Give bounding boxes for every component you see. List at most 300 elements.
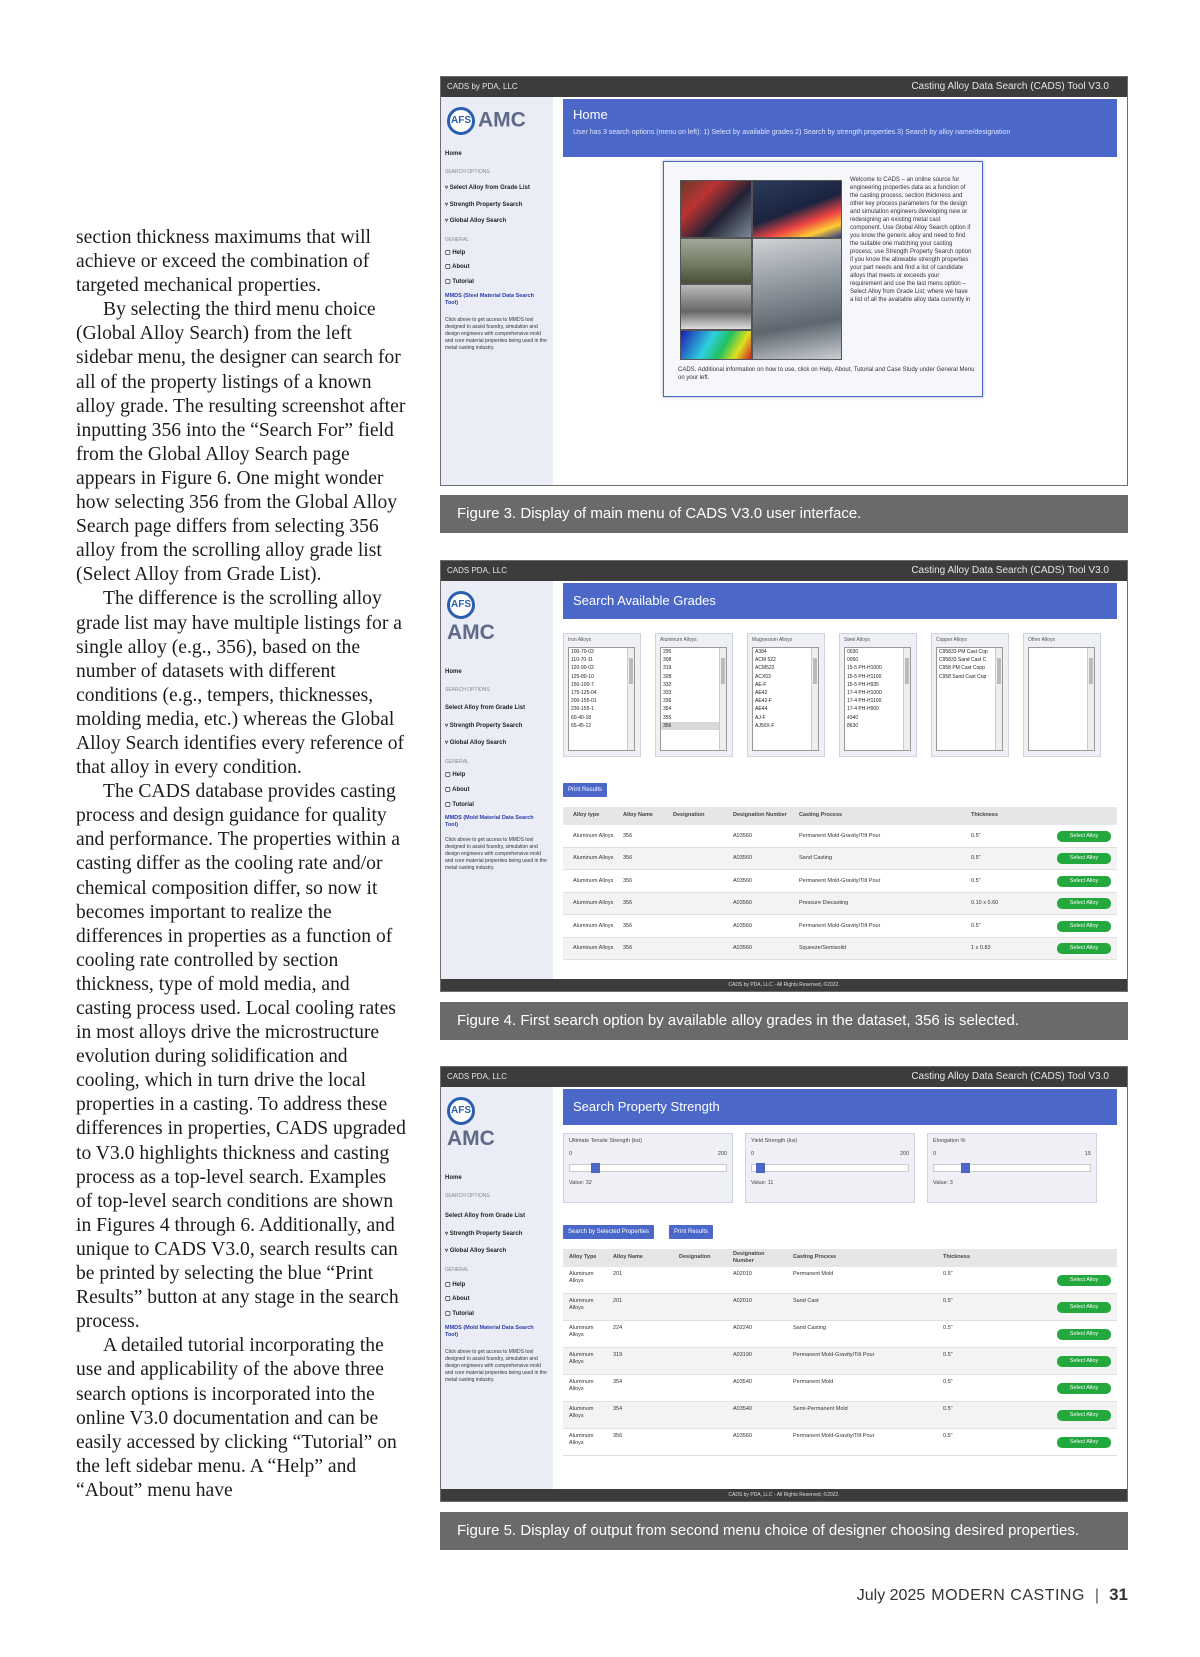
alloy-listbox[interactable] xyxy=(660,647,727,751)
table-cell: Permanent Mold-Gravity/Tilt Pour xyxy=(793,1352,875,1358)
column-header: Thickness xyxy=(943,1254,970,1260)
table-cell: 356 xyxy=(623,855,633,862)
table-cell: 354 xyxy=(613,1406,623,1412)
table-cell: A03540 xyxy=(733,1379,752,1385)
alloy-list-title: Iron Alloys xyxy=(568,637,592,643)
slider-value: Value: 32 xyxy=(569,1180,592,1186)
table-cell: Semi-Permanent Mold xyxy=(793,1406,848,1412)
column-header: Alloy Name xyxy=(613,1254,643,1260)
table-row xyxy=(563,1294,1117,1321)
table-cell: 0.10 x 0.60 xyxy=(971,900,999,907)
alloy-list-option[interactable]: 230-155-1 xyxy=(571,706,594,713)
column-header: Thickness xyxy=(971,812,998,818)
sidebar-label: Strength Property Search xyxy=(449,1231,523,1237)
table-row xyxy=(563,893,1117,916)
alloy-listbox[interactable] xyxy=(936,647,1003,751)
strength-slider xyxy=(745,1133,915,1203)
alloy-list-option[interactable]: 65-45-12 xyxy=(571,722,592,729)
topbar-app-title: Casting Alloy Data Search (CADS) Tool V3.0 xyxy=(911,565,1109,576)
alloy-list-box xyxy=(747,633,825,757)
sidebar-label: Strength Property Search xyxy=(449,723,523,729)
select-alloy-button[interactable]: Select Alloy xyxy=(1057,1410,1111,1421)
results-table xyxy=(563,807,1117,977)
alloy-listbox[interactable] xyxy=(844,647,911,751)
slider-min: 0 xyxy=(569,1151,573,1157)
table-cell: 0.5" xyxy=(943,1379,953,1385)
sidebar-item-help[interactable]: ▢ Help xyxy=(445,772,466,778)
sidebar-item-strength[interactable]: ▿ Strength Property Search xyxy=(445,202,523,208)
sidebar-group-general: GENERAL xyxy=(445,237,469,243)
alloy-list-option[interactable]: 355 xyxy=(663,714,672,721)
scrollbar[interactable] xyxy=(1087,648,1094,750)
table-cell: A02010 xyxy=(733,1298,752,1304)
banner-title: Search Property Strength xyxy=(573,1099,720,1114)
alloy-list-option[interactable]: 200-155-01 xyxy=(571,698,597,705)
sidebar-item-about[interactable]: ▢ About xyxy=(445,787,470,793)
paragraph-4: The CADS database provides casting process and design guidance for quality and performance. The properties within a casting differ as the cooling rate and/or chemical composition differ, so now it becomes important to realize the differences in properties as a function of cooling rate controlled by section thickness, type of mold media, and casting process used. Local cooling rates in most alloys drive the microstructure evolution during solidification and cooling, which in turn drive the local properties in a casting. To address these differences in properties, CADS upgraded to V3.0 highlights thickness and casting process as a top-level search. Examples of top-level search conditions are shown in Figures 4 through 6. Additionally, and unique to CADS V3.0, search results can be printed by selecting the blue “Print Results” button at any stage in the search process. xyxy=(76,781,406,1333)
alloy-listbox[interactable] xyxy=(568,647,635,751)
column-header: Designation Number xyxy=(733,812,787,818)
sidebar-item-about[interactable]: ▢ About xyxy=(445,1296,470,1302)
afs-amc-logo xyxy=(447,107,526,135)
select-alloy-button[interactable]: Select Alloy xyxy=(1057,1383,1111,1394)
casting-photo-1 xyxy=(680,180,752,238)
alloy-list-option[interactable]: 333 xyxy=(663,690,672,697)
table-cell: A03540 xyxy=(733,1406,752,1412)
table-cell: Aluminum Alloys xyxy=(573,855,614,862)
paragraph-5: A detailed tutorial incorporating the use and applicability of the above three search options is incorporated into the online V3.0 documentation and can be easily accessed by clicking “Tutorial” on the left sidebar menu. A “Help” and “About” menu have xyxy=(76,1335,397,1501)
table-row xyxy=(563,1321,1117,1348)
table-cell: 0.5" xyxy=(943,1298,953,1304)
alloy-list-option[interactable]: 120-90-02 xyxy=(571,665,594,672)
alloy-list-option[interactable]: 319 xyxy=(663,665,672,672)
alloy-list-option[interactable]: C958 PM Cast Copp xyxy=(939,665,985,672)
select-alloy-button[interactable]: Select Alloy xyxy=(1057,921,1111,932)
table-cell: 0.5" xyxy=(943,1433,953,1439)
table-row xyxy=(563,825,1117,848)
sidebar-group-general: GENERAL xyxy=(445,1267,469,1273)
alloy-list-option[interactable]: 15-5 PH-H1000 xyxy=(847,665,882,672)
select-alloy-button[interactable]: Select Alloy xyxy=(1057,831,1111,842)
sidebar-group-search: SEARCH OPTIONS xyxy=(445,1193,490,1199)
select-alloy-button[interactable]: Select Alloy xyxy=(1057,1275,1111,1286)
sidebar-mmds-link[interactable]: MMDS (Mold Material Data Search Tool) xyxy=(445,815,534,828)
banner-title: Search Available Grades xyxy=(573,593,716,608)
scrollbar[interactable] xyxy=(995,648,1002,750)
select-alloy-button[interactable]: Select Alloy xyxy=(1057,1302,1111,1313)
scrollbar-thumb[interactable] xyxy=(1089,658,1093,684)
table-cell: A02010 xyxy=(733,1271,752,1277)
sidebar-item-tutorial[interactable]: ▢ Tutorial xyxy=(445,279,474,285)
page-number: 31 xyxy=(1109,1585,1128,1604)
slider-max: 15 xyxy=(1084,1151,1091,1157)
alloy-list-option[interactable]: 0050 xyxy=(847,657,859,664)
alloy-list-box xyxy=(839,633,917,757)
sidebar-mmds-link[interactable]: MMDS (Mold Material Data Search Tool) xyxy=(445,1325,534,1338)
table-cell: 356 xyxy=(623,900,633,907)
sidebar-group-search: SEARCH OPTIONS xyxy=(445,169,490,175)
column-header: Casting Process xyxy=(799,812,843,818)
figure-3-screenshot xyxy=(440,76,1128,486)
sidebar-label: About xyxy=(452,787,470,793)
sidebar-item-help[interactable]: ▢ Help xyxy=(445,250,466,256)
sidebar-item-home[interactable]: Home xyxy=(445,1175,462,1181)
topbar-company: CADS PDA, LLC xyxy=(447,566,508,575)
alloy-list-option[interactable]: 336 xyxy=(663,698,672,705)
table-row xyxy=(563,1402,1117,1429)
column-header: Designation xyxy=(679,1254,711,1260)
alloy-list-option[interactable]: C958 Sand Cast Cop xyxy=(939,673,987,680)
table-cell: 201 xyxy=(613,1271,623,1277)
app-main xyxy=(553,1087,1127,1501)
table-cell: Aluminum Alloys xyxy=(569,1379,594,1392)
select-alloy-button[interactable]: Select Alloy xyxy=(1057,898,1111,909)
home-banner xyxy=(563,99,1117,157)
slider-value: Value: 11 xyxy=(751,1180,774,1186)
alloy-list-option[interactable]: 125-80-10 xyxy=(571,673,594,680)
app-main xyxy=(553,581,1127,991)
slider-value: Value: 3 xyxy=(933,1180,953,1186)
slider-track[interactable] xyxy=(751,1164,909,1172)
alloy-list-option[interactable]: AJ50X-F xyxy=(755,722,775,729)
column-header: Designation Number xyxy=(733,1251,765,1264)
footer-separator: | xyxy=(1094,1587,1100,1604)
alloy-list-box xyxy=(655,633,733,757)
alloy-listbox[interactable] xyxy=(752,647,819,751)
alloy-list-option[interactable]: 295 xyxy=(663,649,672,655)
sidebar-label: Help xyxy=(452,1282,466,1288)
table-cell: 0.5" xyxy=(943,1352,953,1358)
sidebar-item-strength[interactable]: ▿ Strength Property Search xyxy=(445,723,523,729)
table-header xyxy=(563,1249,1117,1267)
afs-amc-logo xyxy=(447,1097,495,1151)
table-cell: 0.5" xyxy=(943,1271,953,1277)
page-footer xyxy=(857,1585,1128,1605)
column-header: Alloy Name xyxy=(623,812,653,818)
table-cell: A03560 xyxy=(733,945,752,952)
table-row xyxy=(563,938,1117,961)
sidebar-label: About xyxy=(452,1296,470,1302)
column-header: Designation xyxy=(673,812,705,818)
scrollbar[interactable] xyxy=(903,648,910,750)
table-cell: Permanent Mold xyxy=(793,1379,834,1385)
table-cell: A03560 xyxy=(733,877,752,884)
table-cell: A03560 xyxy=(733,900,752,907)
slider-title: Yield Strength (ksi) xyxy=(751,1138,798,1144)
strength-banner xyxy=(563,1089,1117,1125)
alloy-list-option[interactable]: AE-F xyxy=(755,681,767,688)
alloy-list-option[interactable]: 8630 xyxy=(847,722,859,729)
table-cell: A02240 xyxy=(733,1325,752,1331)
table-cell: 356 xyxy=(613,1433,623,1439)
select-alloy-button[interactable]: Select Alloy xyxy=(1057,1437,1111,1448)
app-footer: CADS by PDA, LLC - All Rights Reserved, ©2022. xyxy=(441,979,1127,991)
sidebar-label: Global Alloy Search xyxy=(449,740,507,746)
afs-logo-icon: AFS xyxy=(447,107,475,135)
slider-min: 0 xyxy=(933,1151,937,1157)
alloy-list-title: Aluminum Alloys xyxy=(660,637,697,643)
print-results-button[interactable]: Print Results xyxy=(563,783,607,797)
alloy-list-option[interactable]: 332 xyxy=(663,681,672,688)
scrollbar-thumb[interactable] xyxy=(721,658,725,684)
sidebar-item-tutorial[interactable]: ▢ Tutorial xyxy=(445,1311,474,1317)
sidebar-item-global[interactable]: ▿ Global Alloy Search xyxy=(445,740,507,746)
app-topbar xyxy=(441,1067,1127,1087)
table-cell: Permanent Mold-Gravity/Tilt Pour xyxy=(799,832,881,839)
table-cell: Sand Casting xyxy=(799,855,833,862)
welcome-text: Welcome to CADS – an online source for engineering properties data as a function of the casting process, section thickness and other key process parameters for the design and simulation engineers developing new or redesigning an existing metal cast component. Use Global Alloy Search option if you know the generic alloy and need to find the suitable one matching your casting process; use Strength Property Search option if you know the allowable strength properties your part needs and find a list of candidate alloys that meets or exceeds your requirement and use the last menu option – Select Alloy from Grade List; where we have a list of all the available alloy data currently in xyxy=(850,177,972,303)
sidebar-item-grade-list[interactable]: Select Alloy from Grade List xyxy=(445,1213,526,1219)
sidebar-item-tutorial[interactable]: ▢ Tutorial xyxy=(445,802,474,808)
alloy-list-option[interactable]: ACX53 xyxy=(755,673,771,680)
amc-logo-text: AMC xyxy=(447,621,495,644)
table-cell: 0.5" xyxy=(971,832,981,839)
table-row xyxy=(563,1375,1117,1402)
sidebar-item-home[interactable]: Home xyxy=(445,669,462,675)
table-cell: 0.5" xyxy=(943,1325,953,1331)
table-cell: 224 xyxy=(613,1325,623,1331)
sidebar-mmds-desc: Click above to get access to MMDS tool designed to assist foundry, simulation and design engineers with comprehensive mold and core material properties being used in the metal casting industry. xyxy=(445,317,547,351)
select-alloy-button[interactable]: Select Alloy xyxy=(1057,943,1111,954)
table-row xyxy=(563,915,1117,938)
table-header xyxy=(563,807,1117,825)
afs-logo-icon: AFS xyxy=(447,591,475,619)
alloy-list-option[interactable]: 100-70-03 xyxy=(571,649,594,655)
grades-banner xyxy=(563,583,1117,619)
alloy-list-title: Copper Alloys xyxy=(936,637,967,643)
alloy-list-option[interactable]: 328 xyxy=(663,673,672,680)
alloy-list-option[interactable]: 308 xyxy=(663,657,672,664)
table-cell: 1 x 0.83 xyxy=(971,945,991,952)
table-cell: 0.5" xyxy=(971,922,981,929)
table-cell: 356 xyxy=(623,832,633,839)
scrollbar[interactable] xyxy=(719,648,726,750)
strength-slider xyxy=(927,1133,1097,1203)
alloy-list-option[interactable]: 17-4 PH-H1100 xyxy=(847,698,882,705)
afs-logo-icon: AFS xyxy=(447,1097,475,1125)
sidebar-item-about[interactable]: ▢ About xyxy=(445,264,470,270)
alloy-list-option[interactable]: ACM 522 xyxy=(755,657,776,664)
table-cell: Aluminum Alloys xyxy=(569,1352,594,1365)
sidebar-item-strength[interactable]: ▿ Strength Property Search xyxy=(445,1231,523,1237)
table-cell: Aluminum Alloys xyxy=(573,877,614,884)
sidebar-mmds-desc: Click above to get access to MMDS tool designed to assist foundry, simulation and design engineers with comprehensive mold and core material properties being used in the metal casting industry. xyxy=(445,837,547,871)
app-sidebar xyxy=(441,1087,553,1501)
welcome-card xyxy=(663,161,983,397)
machine-photo xyxy=(680,284,752,330)
alloy-list-title: Other Alloys xyxy=(1028,637,1055,643)
sidebar-label: About xyxy=(452,264,470,270)
alloy-list-option[interactable]: 110-70-11 xyxy=(571,657,594,664)
topbar-company: CADS by PDA, LLC xyxy=(447,82,518,91)
alloy-list-option[interactable]: 17-4 PH-H900 xyxy=(847,706,879,713)
table-row xyxy=(563,848,1117,871)
slider-max: 200 xyxy=(899,1151,909,1157)
select-alloy-button[interactable]: Select Alloy xyxy=(1057,853,1111,864)
alloy-list-option[interactable]: 354 xyxy=(663,706,672,713)
amc-logo-text: AMC xyxy=(478,108,526,132)
slider-handle[interactable] xyxy=(961,1163,970,1173)
table-cell: Aluminum Alloys xyxy=(573,945,614,952)
table-cell: 356 xyxy=(623,877,633,884)
sidebar-mmds-desc: Click above to get access to MMDS tool designed to assist foundry, simulation and design engineers with comprehensive mold and core material properties being used in the metal casting industry. xyxy=(445,1349,547,1383)
table-cell: A03190 xyxy=(733,1352,752,1358)
sidebar-mmds-link[interactable]: MMDS (Steel Material Data Search Tool) xyxy=(445,293,534,306)
table-cell: Aluminum Alloys xyxy=(573,832,614,839)
table-cell: 356 xyxy=(623,922,633,929)
alloy-list-option[interactable]: AE42-F xyxy=(755,698,772,705)
table-cell: Sand Cast xyxy=(793,1298,819,1304)
slider-track[interactable] xyxy=(933,1164,1091,1172)
table-row xyxy=(563,1348,1117,1375)
banner-title: Home xyxy=(573,107,608,122)
issue-date: July 2025 xyxy=(856,1587,926,1604)
large-casting-photo xyxy=(752,238,842,360)
select-alloy-button[interactable]: Select Alloy xyxy=(1057,1356,1111,1367)
app-topbar xyxy=(441,561,1127,581)
sidebar-item-help[interactable]: ▢ Help xyxy=(445,1282,466,1288)
figure-4-screenshot xyxy=(440,560,1128,992)
search-by-properties-button[interactable]: Search by Selected Properties xyxy=(563,1225,654,1239)
sidebar-item-grade-list[interactable]: ▿ Select Alloy from Grade List xyxy=(445,185,530,191)
sidebar-label: Tutorial xyxy=(452,1311,474,1317)
slider-title: Ultimate Tensile Strength (ksi) xyxy=(569,1138,642,1144)
banner-subtitle: User has 3 search options (menu on left): 1) Select by available grades 2) Search by strength properties 3) Search by alloy name/designation xyxy=(573,129,1011,136)
scrollbar-thumb[interactable] xyxy=(997,658,1001,684)
table-cell: 0.5" xyxy=(971,877,981,884)
select-alloy-button[interactable]: Select Alloy xyxy=(1057,1329,1111,1340)
sidebar-item-global[interactable]: ▿ Global Alloy Search xyxy=(445,1248,507,1254)
topbar-company: CADS PDA, LLC xyxy=(447,1072,508,1081)
sidebar-label: Strength Property Search xyxy=(449,202,523,208)
table-cell: Aluminum Alloys xyxy=(573,900,614,907)
column-header: Alloy Type xyxy=(569,1254,597,1260)
table-cell: 0.5" xyxy=(943,1406,953,1412)
table-row xyxy=(563,1267,1117,1294)
sidebar-item-home[interactable]: Home xyxy=(445,151,462,157)
table-cell: A03560 xyxy=(733,922,752,929)
table-cell: Permanent Mold xyxy=(793,1271,834,1277)
figure-5 xyxy=(440,1066,1128,1551)
topbar-app-title: Casting Alloy Data Search (CADS) Tool V3.0 xyxy=(911,1071,1109,1082)
table-cell: Aluminum Alloys xyxy=(569,1325,594,1338)
alloy-list-option[interactable]: 150-100-7 xyxy=(571,681,594,688)
sidebar-label: Help xyxy=(452,250,466,256)
app-main xyxy=(553,97,1127,485)
alloy-list-option[interactable]: 4340 xyxy=(847,714,859,721)
sidebar-label: Select Alloy from Grade List xyxy=(449,185,530,191)
table-cell: Pressure Diecasting xyxy=(799,900,849,907)
article-body xyxy=(76,226,406,1503)
topbar-app-title: Casting Alloy Data Search (CADS) Tool V3.0 xyxy=(911,81,1109,92)
table-cell: 319 xyxy=(613,1352,623,1358)
alloy-list-option[interactable]: 17-4 PH-H1000 xyxy=(847,690,882,697)
scrollbar[interactable] xyxy=(627,648,634,750)
alloy-list-option[interactable]: A384 xyxy=(755,649,767,655)
alloy-list-option[interactable]: 175-125-04 xyxy=(571,690,597,697)
magazine-name: MODERN CASTING xyxy=(931,1587,1085,1604)
alloy-list-option[interactable]: AE44 xyxy=(755,706,768,713)
app-topbar xyxy=(441,77,1127,97)
alloy-listbox[interactable] xyxy=(1028,647,1095,751)
alloy-list-option[interactable]: 356 xyxy=(661,722,726,730)
table-cell: Squeeze/Semisolid xyxy=(799,945,847,952)
slider-title: Elongation % xyxy=(933,1138,966,1144)
slider-handle[interactable] xyxy=(756,1163,765,1173)
sidebar-group-search: SEARCH OPTIONS xyxy=(445,687,490,693)
scrollbar-thumb[interactable] xyxy=(813,658,817,684)
sidebar-label: Tutorial xyxy=(452,279,474,285)
table-row xyxy=(563,1429,1117,1456)
table-cell: Permanent Mold-Gravity/Tilt Pour xyxy=(793,1433,875,1439)
figure-5-screenshot xyxy=(440,1066,1128,1502)
paragraph-1: section thickness maximums that will achieve or exceed the combination of targeted mechanical properties. xyxy=(76,227,371,297)
alloy-list-option[interactable]: AE42 xyxy=(755,690,768,697)
table-cell: 354 xyxy=(613,1379,623,1385)
alloy-list-option[interactable]: 15-5 PH-H935 xyxy=(847,681,879,688)
alloy-list-option[interactable]: AJ-F xyxy=(755,714,766,721)
table-cell: 0.5" xyxy=(971,855,981,862)
amc-logo-text: AMC xyxy=(447,1127,495,1150)
alloy-list-option[interactable]: ACM522 xyxy=(755,665,775,672)
column-header: Alloy type xyxy=(573,812,600,818)
table-cell: A03560 xyxy=(733,832,752,839)
slider-min: 0 xyxy=(751,1151,755,1157)
sidebar-label: Global Alloy Search xyxy=(449,218,507,224)
table-cell: A03560 xyxy=(733,855,752,862)
app-sidebar xyxy=(441,581,553,991)
table-cell: 201 xyxy=(613,1298,623,1304)
alloy-list-option[interactable]: C95833 Sand Cast C xyxy=(939,657,987,664)
scrollbar[interactable] xyxy=(811,648,818,750)
table-cell: Permanent Mold-Gravity/Tilt Pour xyxy=(799,922,881,929)
figure-4-caption: Figure 4. First search option by available alloy grades in the dataset, 356 is selected. xyxy=(440,1002,1128,1040)
figure-4 xyxy=(440,560,1128,1035)
sidebar-group-general: GENERAL xyxy=(445,759,469,765)
slider-handle[interactable] xyxy=(591,1163,600,1173)
alloy-list-box xyxy=(1023,633,1101,757)
sidebar-item-global[interactable]: ▿ Global Alloy Search xyxy=(445,218,507,224)
table-row xyxy=(563,870,1117,893)
alloy-list-box xyxy=(931,633,1009,757)
table-cell: Aluminum Alloys xyxy=(569,1433,594,1446)
table-cell: Aluminum Alloys xyxy=(569,1298,594,1311)
contour-photo xyxy=(680,330,752,360)
column-header: Casting Process xyxy=(793,1254,837,1260)
print-results-button[interactable]: Print Results xyxy=(669,1225,713,1239)
scrollbar-thumb[interactable] xyxy=(905,658,909,684)
sidebar-item-grade-list[interactable]: Select Alloy from Grade List xyxy=(445,705,526,711)
table-cell: Aluminum Alloys xyxy=(573,922,614,929)
table-cell: Permanent Mold-Gravity/Tilt Pour xyxy=(799,877,881,884)
alloy-list-box xyxy=(563,633,641,757)
table-cell: A03560 xyxy=(733,1433,752,1439)
welcome-bottom-text: CADS. Additional information on how to use, click on Help, About, Tutorial and Case Study under General Menu on your left. xyxy=(678,367,975,381)
select-alloy-button[interactable]: Select Alloy xyxy=(1057,876,1111,887)
results-table xyxy=(563,1249,1117,1479)
figure-5-caption: Figure 5. Display of output from second menu choice of designer choosing desired properties. xyxy=(440,1512,1128,1550)
alloy-list-option[interactable]: 60-40-18 xyxy=(571,714,592,721)
alloy-list-option[interactable]: 15-5 PH-H1100 xyxy=(847,673,882,680)
alloy-list-option[interactable]: 0030 xyxy=(847,649,859,655)
app-footer: CADS by PDA, LLC - All Rights Reserved, ©2022. xyxy=(441,1489,1127,1501)
alloy-list-option[interactable]: C95833 PM Cast Cop xyxy=(939,649,988,655)
sidebar-label: Help xyxy=(452,772,466,778)
scrollbar-thumb[interactable] xyxy=(629,658,633,684)
sidebar-label: Tutorial xyxy=(452,802,474,808)
table-cell: Aluminum Alloys xyxy=(569,1271,594,1284)
table-cell: Aluminum Alloys xyxy=(569,1406,594,1419)
